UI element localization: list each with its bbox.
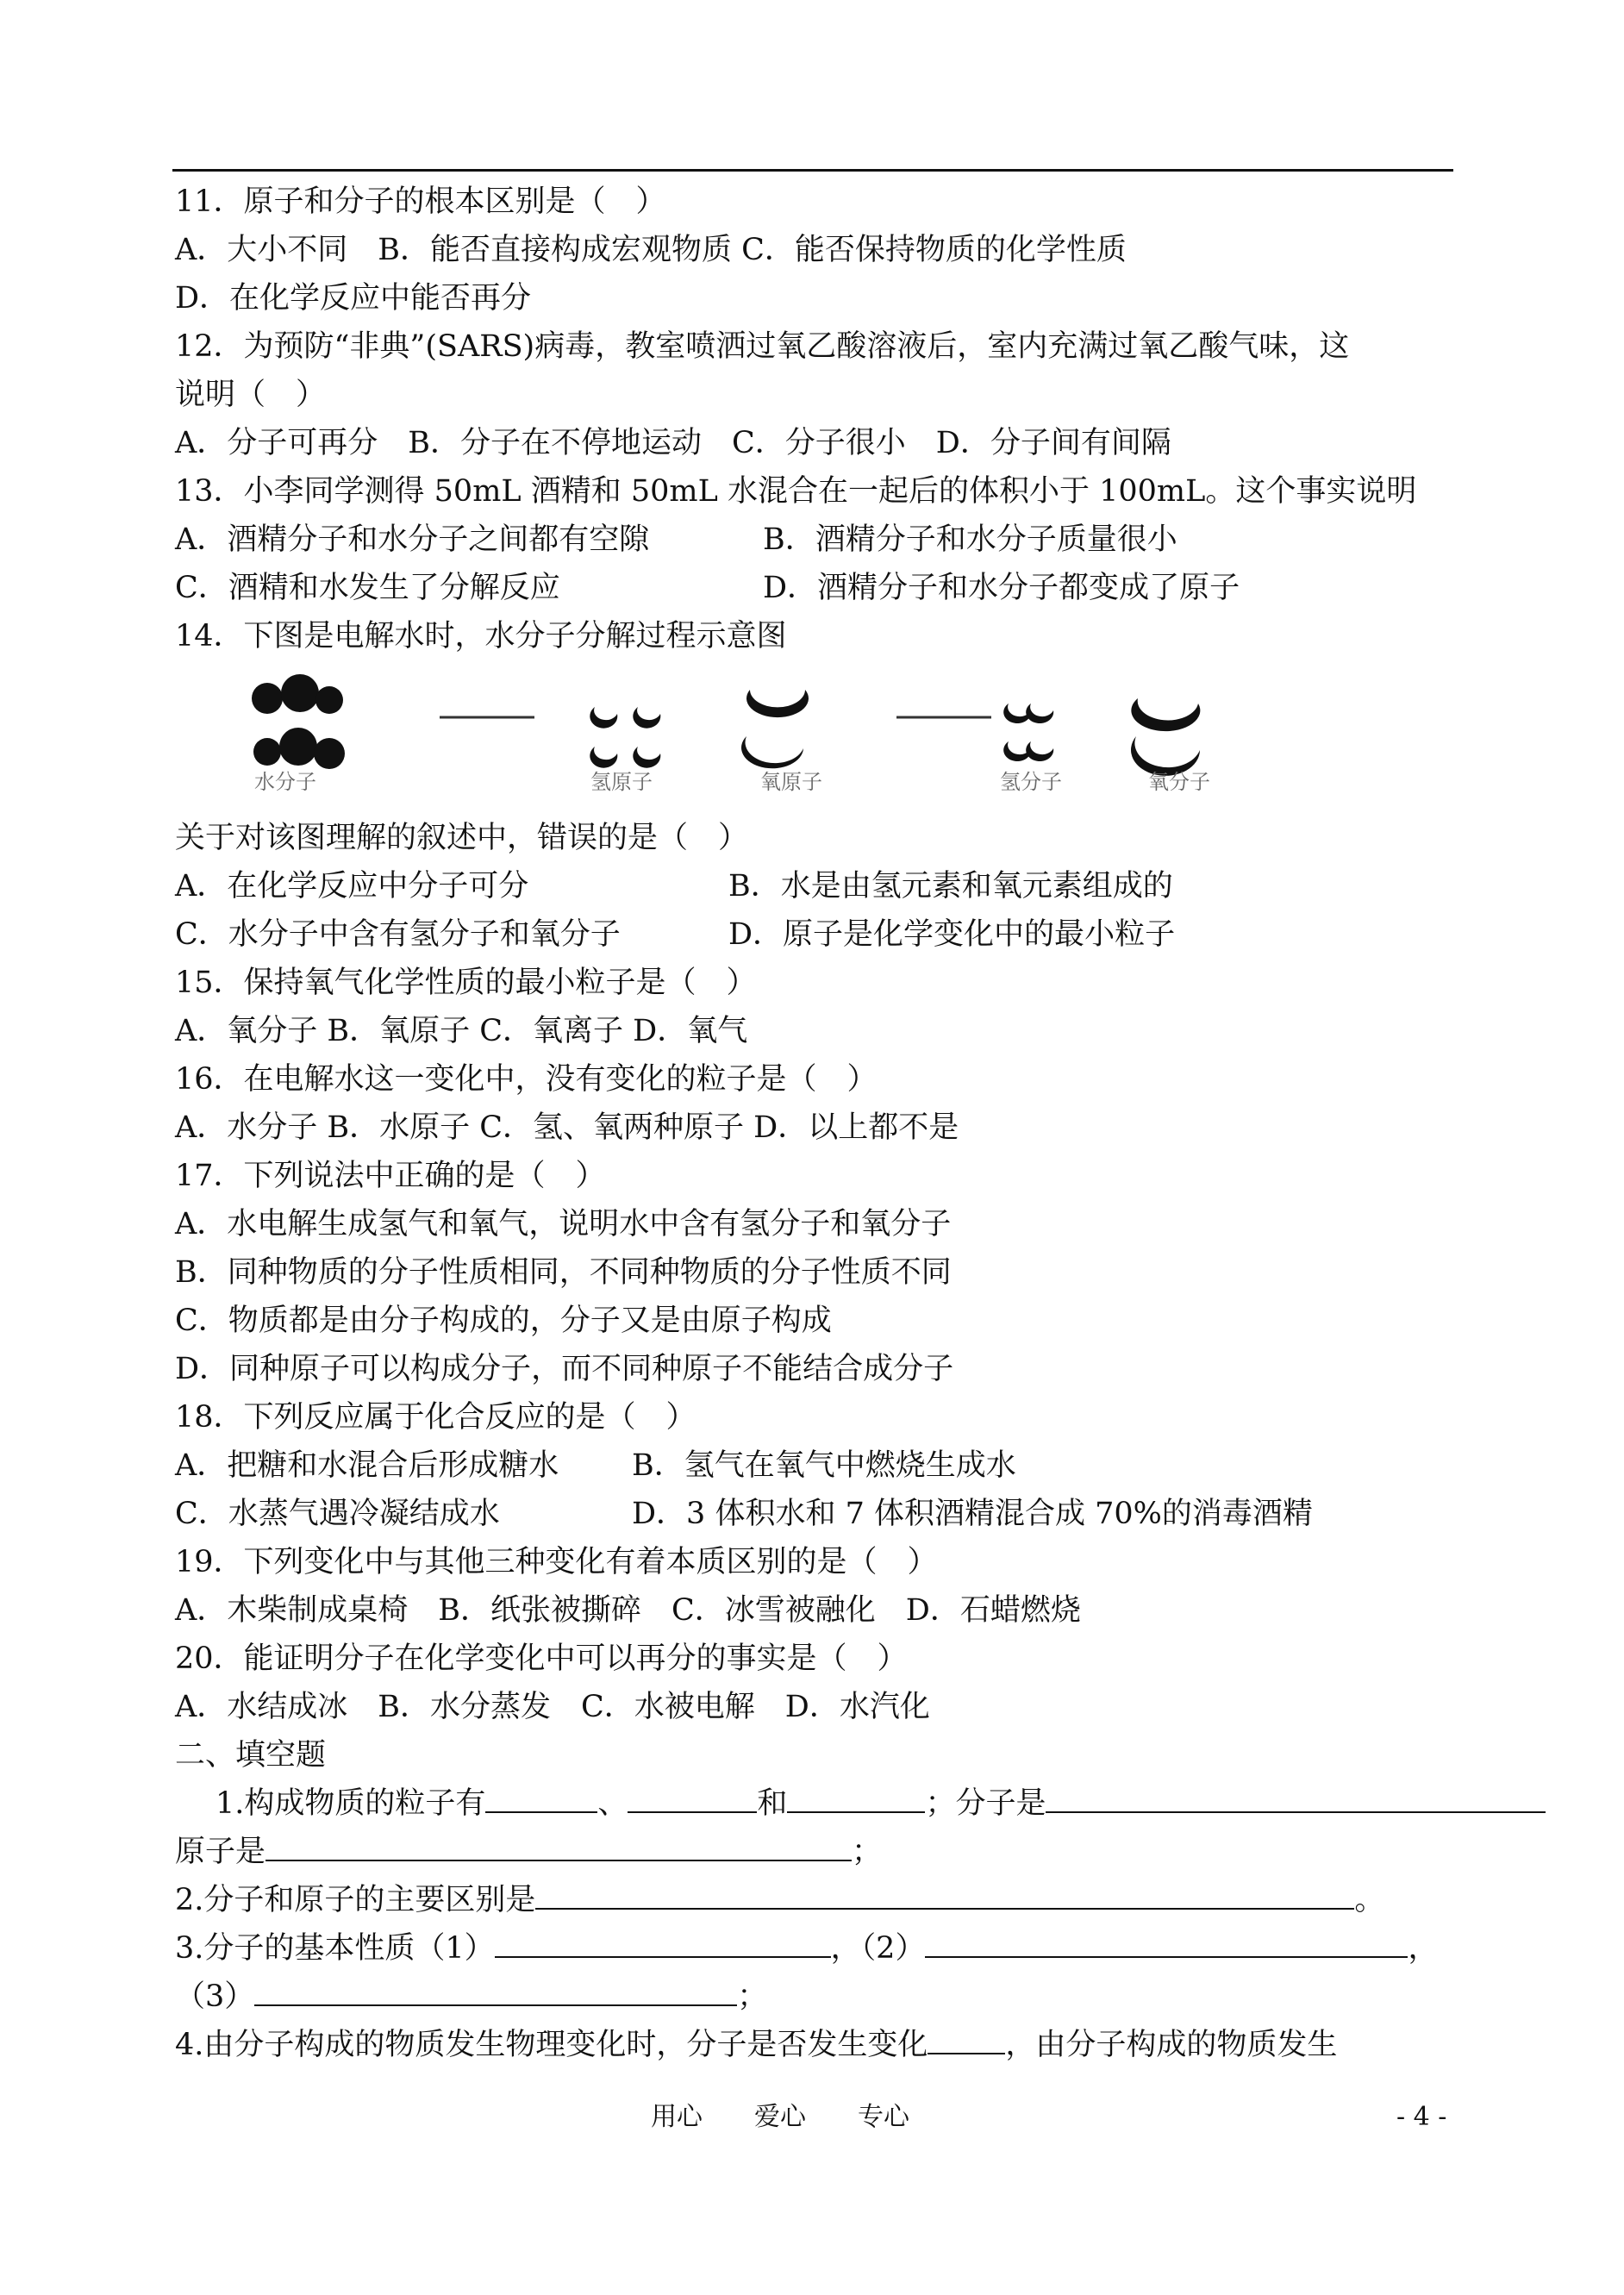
question-17-option-c: C．物质都是由分子构成的，分子又是由原子构成 <box>175 1304 832 1338</box>
blank-3[interactable] <box>787 1785 925 1813</box>
question-15-options: A．氧分子 B．氧原子 C．氧离子 D．氧气 <box>175 1014 748 1048</box>
question-13-option-c: C．酒精和水发生了分解反应 <box>175 571 560 605</box>
blank-5[interactable] <box>265 1834 852 1861</box>
question-18-option-c: C．水蒸气遇冷凝结成水 <box>175 1497 500 1531</box>
figure-label-oxygen-atom: 氧原子 <box>760 770 822 793</box>
question-17-option-a: A．水电解生成氢气和氧气，说明水中含有氢分子和氧分子 <box>175 1207 952 1241</box>
question-11-options: A．大小不同 B．能否直接构成宏观物质 C．能否保持物质的化学性质 <box>175 233 1127 267</box>
figure-label-water-molecule: 水分子 <box>254 770 316 793</box>
question-16-options: A．水分子 B．水原子 C．氢、氧两种原子 D．以上都不是 <box>175 1110 959 1145</box>
question-11-option-d: D．在化学反应中能否再分 <box>175 281 532 316</box>
question-18-stem: 18．下列反应属于化合反应的是（ ） <box>175 1400 696 1435</box>
question-17-option-b: B．同种物质的分子性质相同，不同种物质的分子性质不同 <box>175 1255 952 1290</box>
blank-6[interactable] <box>535 1882 1354 1910</box>
question-20-stem: 20．能证明分子在化学变化中可以再分的事实是（ ） <box>175 1642 908 1676</box>
figure-label-hydrogen-molecule: 氢分子 <box>1000 770 1062 793</box>
footer-slogan: 用心 爱心 专心 <box>651 2102 909 2132</box>
question-13-option-d: D．酒精分子和水分子都变成了原子 <box>763 571 1240 605</box>
question-14-option-b: B．水是由氢元素和氧元素组成的 <box>728 869 1173 904</box>
blank-1[interactable] <box>485 1785 597 1813</box>
oxygen-atom-icon <box>741 690 809 768</box>
question-13-option-a: A．酒精分子和水分子之间都有空隙 <box>175 522 650 557</box>
fill-question-2: 2.分子和原子的主要区别是 。 <box>175 1883 1385 1917</box>
question-14-option-a: A．在化学反应中分子可分 <box>175 869 529 904</box>
question-14-option-c: C．水分子中含有氢分子和氧分子 <box>175 917 621 952</box>
fill-question-3-line-2: （3） ； <box>175 1979 768 2014</box>
question-18-option-a: A．把糖和水混合后形成糖水 <box>175 1448 559 1483</box>
question-18-option-d: D．3 体积水和 7 体积酒精混合成 70%的消毒酒精 <box>632 1497 1313 1531</box>
fill-question-1-line-1: 1.构成物质的粒子有 、 和 ；分子是 <box>215 1785 1546 1823</box>
blank-9[interactable] <box>254 1979 737 2006</box>
question-11-stem: 11．原子和分子的根本区别是（ ） <box>175 184 666 219</box>
question-12-stem-cont: 说明（ ） <box>175 378 327 412</box>
fill-question-4: 4.由分子构成的物质发生物理变化时，分子是否发生变化 ，由分子构成的物质发生 <box>175 2028 1338 2062</box>
question-18-option-b: B．氢气在氧气中燃烧生成水 <box>632 1448 1016 1483</box>
figure-label-oxygen-molecule: 氧分子 <box>1148 770 1210 793</box>
electrolysis-diagram <box>233 672 1405 793</box>
figure-label-hydrogen-atom: 氢原子 <box>590 770 653 793</box>
fill-question-1-line-2: 原子是 ； <box>175 1835 883 1869</box>
hydrogen-molecule-icon <box>1003 704 1053 761</box>
fill-question-3-line-1: 3.分子的基本性质（1） ，（2） ， <box>175 1931 1439 1966</box>
question-19-stem: 19．下列变化中与其他三种变化有着本质区别的是（ ） <box>175 1545 938 1579</box>
hydrogen-atom-icon <box>590 707 660 768</box>
question-13-option-b: B．酒精分子和水分子质量很小 <box>763 522 1177 557</box>
blank-8[interactable] <box>925 1930 1408 1958</box>
question-12-options: A．分子可再分 B．分子在不停地运动 C．分子很小 D．分子间有间隔 <box>175 426 1171 460</box>
question-16-stem: 16．在电解水这一变化中，没有变化的粒子是（ ） <box>175 1062 878 1097</box>
question-14-option-d: D．原子是化学变化中的最小粒子 <box>728 917 1176 952</box>
page-number: - 4 - <box>1396 2102 1447 2132</box>
question-17-option-d: D．同种原子可以构成分子，而不同种原子不能结合成分子 <box>175 1352 954 1386</box>
water-molecule-icon <box>252 674 345 769</box>
blank-7[interactable] <box>495 1930 831 1958</box>
question-15-stem: 15．保持氧气化学性质的最小粒子是（ ） <box>175 966 757 1000</box>
blank-10[interactable] <box>928 2027 1005 2054</box>
question-12-stem: 12．为预防“非典”(SARS)病毒，教室喷洒过氧乙酸溶液后，室内充满过氧乙酸气味，这 <box>175 329 1350 364</box>
question-17-stem: 17．下列说法中正确的是（ ） <box>175 1159 606 1193</box>
section-title-fill-in: 二、填空题 <box>175 1738 327 1773</box>
oxygen-molecule-icon <box>1131 698 1200 776</box>
question-20-options: A．水结成冰 B．水分蒸发 C．水被电解 D．水汽化 <box>175 1690 930 1724</box>
blank-2[interactable] <box>628 1785 757 1813</box>
header-rule <box>172 169 1453 172</box>
question-14-stem: 14．下图是电解水时，水分子分解过程示意图 <box>175 619 787 653</box>
question-13-stem: 13．小李同学测得 50mL 酒精和 50mL 水混合在一起后的体积小于 100mL。这个事实说明 <box>175 474 1417 509</box>
blank-4[interactable] <box>1046 1785 1546 1813</box>
question-19-options: A．木柴制成桌椅 B．纸张被撕碎 C．冰雪被融化 D．石蜡燃烧 <box>175 1593 1081 1628</box>
question-14-prompt: 关于对该图理解的叙述中，错误的是（ ） <box>175 821 749 855</box>
